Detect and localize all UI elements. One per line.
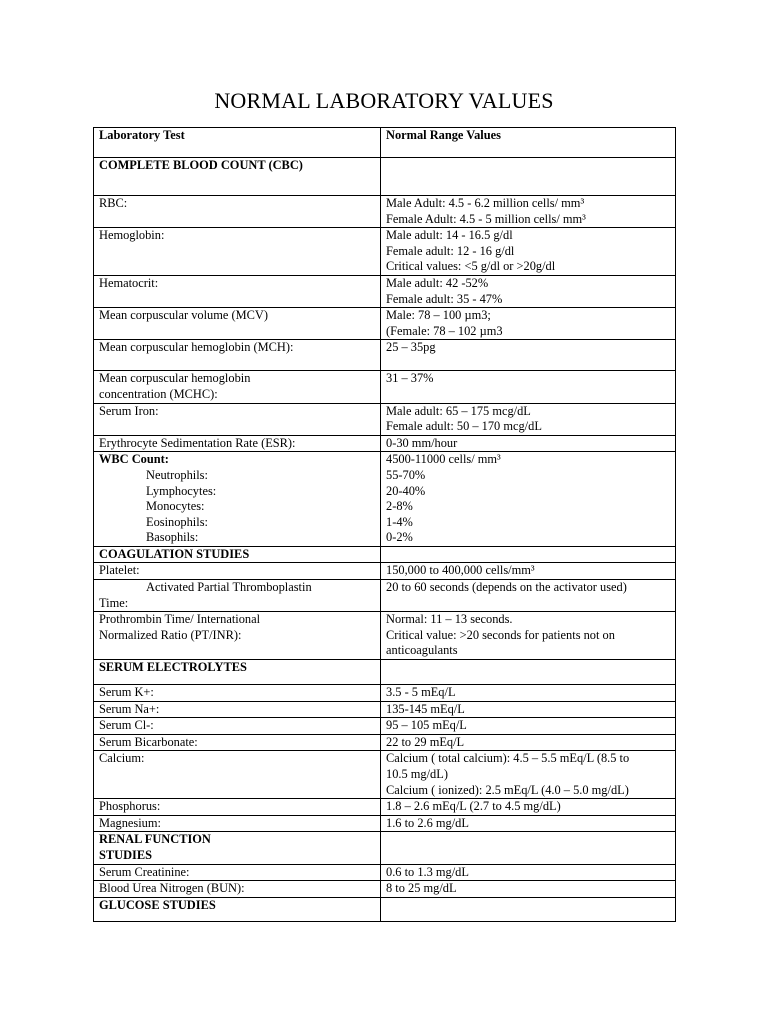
page-title: NORMAL LABORATORY VALUES — [214, 88, 554, 113]
test-value: 0.6 to 1.3 mg/dL — [381, 864, 676, 881]
header-laboratory-test: Laboratory Test — [94, 128, 381, 158]
test-value: 1.6 to 2.6 mg/dL — [381, 815, 676, 832]
table-row — [94, 685, 676, 702]
test-label: Erythrocyte Sedimentation Rate (ESR): — [94, 435, 381, 452]
table-row — [94, 228, 676, 276]
test-label: Serum Creatinine: — [94, 864, 381, 881]
table-row — [94, 701, 676, 718]
test-label: Mean corpuscular volume (MCV) — [94, 308, 381, 340]
table-row — [94, 196, 676, 228]
test-value: 135-145 mEq/L — [381, 701, 676, 718]
test-value: Male adult: 65 – 175 mcg/dL Female adult: 50 – 170 mcg/dL — [381, 403, 676, 435]
section-row-electrolytes — [94, 660, 676, 685]
test-value: 31 – 37% — [381, 371, 676, 403]
table-row — [94, 799, 676, 816]
table-row — [94, 612, 676, 660]
section-renal: RENAL FUNCTION STUDIES — [94, 832, 381, 864]
header-normal-range: Normal Range Values — [381, 128, 676, 158]
test-value: 150,000 to 400,000 cells/mm³ — [381, 563, 676, 580]
empty-cell — [381, 546, 676, 563]
test-label: Phosphorus: — [94, 799, 381, 816]
test-value: Male: 78 – 100 µm3; (Female: 78 – 102 µm3 — [381, 308, 676, 340]
table-row — [94, 371, 676, 403]
wbc-labels — [94, 452, 381, 547]
table-row-wbc — [94, 452, 676, 547]
table-row — [94, 734, 676, 751]
table-row — [94, 435, 676, 452]
section-row-cbc — [94, 158, 676, 196]
test-label: Serum Iron: — [94, 403, 381, 435]
table-row — [94, 815, 676, 832]
table-row — [94, 580, 676, 612]
section-glucose: GLUCOSE STUDIES — [94, 897, 381, 921]
wbc-label: WBC Count: — [99, 452, 169, 467]
test-label: RBC: — [94, 196, 381, 228]
test-label: Activated Partial Thromboplastin Time: — [94, 580, 381, 612]
test-label: Prothrombin Time/ International Normalized Ratio (PT/INR): — [94, 612, 381, 660]
section-row-coagulation — [94, 546, 676, 563]
test-value: Normal: 11 – 13 seconds. Critical value: >20 seconds for patients not on anticoagulants — [381, 612, 676, 660]
table-row — [94, 340, 676, 371]
test-label: Hemoglobin: — [94, 228, 381, 276]
test-label: Serum Na+: — [94, 701, 381, 718]
table-header-row — [94, 128, 676, 158]
wbc-sub-label: Neutrophils: — [146, 467, 208, 482]
wbc-sub-label: Monocytes: — [146, 499, 205, 514]
test-label: Magnesium: — [94, 815, 381, 832]
empty-cell — [381, 158, 676, 196]
table-row — [94, 308, 676, 340]
lab-values-table — [93, 127, 676, 922]
table-row — [94, 563, 676, 580]
test-value: 3.5 - 5 mEq/L — [381, 685, 676, 702]
empty-cell — [381, 832, 676, 864]
section-coagulation: COAGULATION STUDIES — [94, 546, 381, 563]
table-row — [94, 864, 676, 881]
test-label: Mean corpuscular hemoglobin concentration (MCHC): — [94, 371, 381, 403]
test-label: Calcium: — [94, 751, 381, 799]
test-value: Calcium ( total calcium): 4.5 – 5.5 mEq/L (8.5 to 10.5 mg/dL) Calcium ( ionized): 2.5 mEq/L (4.0 – 5.0 mg/dL) — [381, 751, 676, 799]
test-value: 0-30 mm/hour — [381, 435, 676, 452]
test-value: 95 – 105 mEq/L — [381, 718, 676, 735]
test-value: Male Adult: 4.5 - 6.2 million cells/ mm³ Female Adult: 4.5 - 5 million cells/ mm³ — [381, 196, 676, 228]
test-label: Blood Urea Nitrogen (BUN): — [94, 881, 381, 898]
table-row — [94, 403, 676, 435]
test-value: 20 to 60 seconds (depends on the activator used) — [381, 580, 676, 612]
wbc-sub-label: Basophils: — [146, 530, 199, 545]
test-value: 8 to 25 mg/dL — [381, 881, 676, 898]
test-label: Mean corpuscular hemoglobin (MCH): — [94, 340, 381, 371]
test-value: 25 – 35pg — [381, 340, 676, 371]
test-value: Male adult: 42 -52% Female adult: 35 - 47% — [381, 275, 676, 307]
section-electrolytes: SERUM ELECTROLYTES — [94, 660, 381, 685]
table-row — [94, 751, 676, 799]
wbc-sub-label: Lymphocytes: — [146, 483, 217, 498]
empty-cell — [381, 660, 676, 685]
test-label: Platelet: — [94, 563, 381, 580]
table-row — [94, 718, 676, 735]
wbc-values: 4500-11000 cells/ mm³ 55-70% 20-40% 2-8% 1-4% 0-2% — [381, 452, 676, 547]
test-label: Serum Bicarbonate: — [94, 734, 381, 751]
test-value: Male adult: 14 - 16.5 g/dl Female adult: 12 - 16 g/dl Critical values: <5 g/dl or >20g/dl — [381, 228, 676, 276]
test-value: 1.8 – 2.6 mEq/L (2.7 to 4.5 mg/dL) — [381, 799, 676, 816]
test-label: Hematocrit: — [94, 275, 381, 307]
table-row — [94, 881, 676, 898]
table-row — [94, 275, 676, 307]
test-label: Serum Cl-: — [94, 718, 381, 735]
test-label: Serum K+: — [94, 685, 381, 702]
section-row-glucose — [94, 897, 676, 921]
empty-cell — [381, 897, 676, 921]
test-value: 22 to 29 mEq/L — [381, 734, 676, 751]
wbc-sub-label: Eosinophils: — [146, 514, 208, 529]
section-cbc: COMPLETE BLOOD COUNT (CBC) — [94, 158, 381, 196]
section-row-renal — [94, 832, 676, 864]
